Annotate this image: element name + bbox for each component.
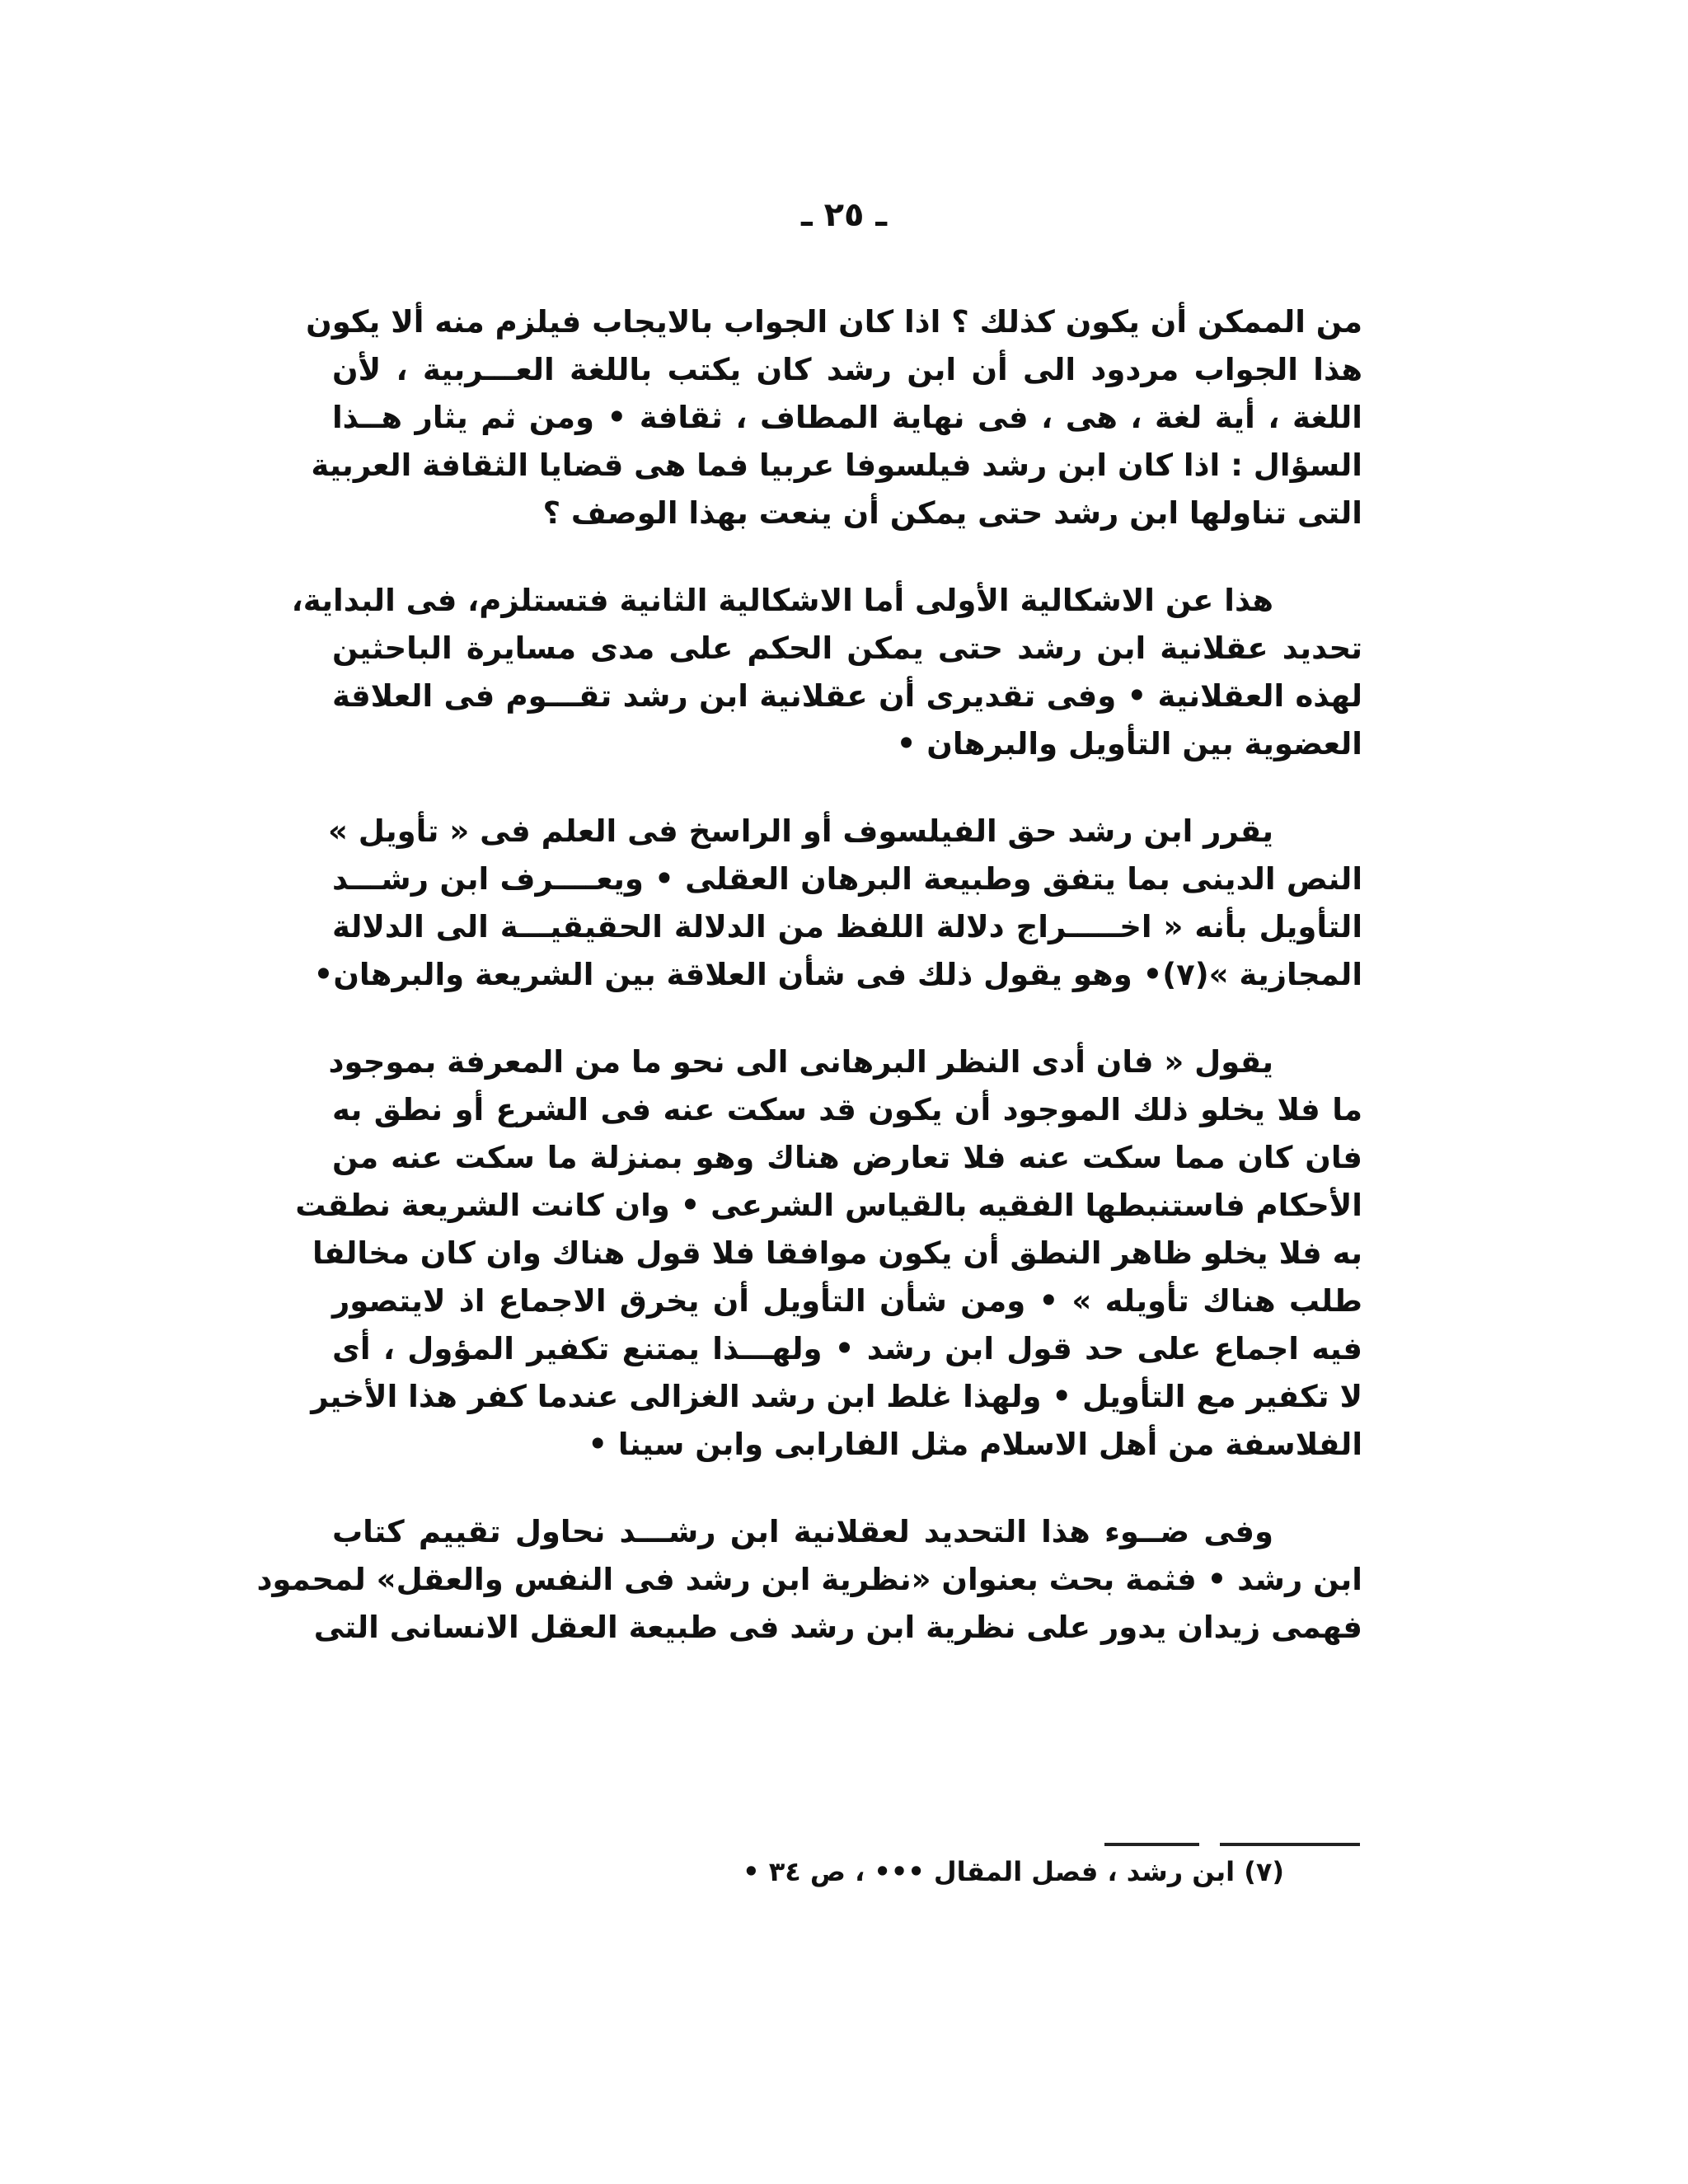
paragraph-5 (256, 1508, 1362, 1652)
text-line: من الممكن أن يكون كذلك ؟ اذا كان الجواب بالايجاب فيلزم منه ألا يكون (306, 304, 1362, 340)
text-line: لهذه العقلانية • وفى تقديرى أن عقلانية ابن رشد تقـــوم فى العلاقة (332, 678, 1362, 714)
paragraph-3 (313, 808, 1362, 999)
text-line: التأويل بأنه « اخـــــراج دلالة اللفظ من الدلالة الحقيقيـــة الى الدلالة (332, 909, 1362, 944)
footnote-divider (1104, 1843, 1199, 1846)
text-line: ما فلا يخلو ذلك الموجود أن يكون قد سكت عنه فى الشرع أو نطق به (332, 1092, 1362, 1127)
text-line: لا تكفير مع التأويل • ولهذا غلط ابن رشد الغزالى عندما كفر هذا الأخير (311, 1379, 1362, 1414)
paragraph-2 (291, 577, 1362, 768)
text-line: يقرر ابن رشد حق الفيلسوف أو الراسخ فى العلم فى « تأويل » (327, 813, 1273, 849)
text-line: وفى ضــوء هذا التحديد لعقلانية ابن رشـــد نحاول تقييم كتاب (332, 1514, 1273, 1549)
text-line: النص الدينى بما يتفق وطبيعة البرهان العقلى • ويعــــرف ابن رشـــد (332, 861, 1362, 897)
text-line: هذا عن الاشكالية الأولى أما الاشكالية الثانية فتستلزم، فى البداية، (291, 583, 1273, 618)
text-line: به فلا يخلو ظاهر النطق أن يكون موافقا فلا قول هناك وان كان مخالفا (312, 1235, 1362, 1271)
text-line: الأحكام فاستنبطها الفقيه بالقياس الشرعى • وان كانت الشريعة نطقت (295, 1188, 1362, 1223)
footnote: (٧) ابن رشد ، فصل المقال ••• ، ص ٣٤ • (743, 1856, 1284, 1887)
paragraph-1 (306, 298, 1362, 537)
text-line: اللغة ، أية لغة ، هى ، فى نهاية المطاف ، ثقافة • ومن ثم يثار هــذا (332, 400, 1362, 435)
body-text (256, 298, 1362, 1691)
text-line: فان كان مما سكت عنه فلا تعارض هناك وهو بمنزلة ما سكت عنه من (332, 1140, 1362, 1175)
text-line: تحديد عقلانية ابن رشد حتى يمكن الحكم على مدى مسايرة الباحثين (332, 630, 1362, 666)
text-line: العضوية بين التأويل والبرهان • (896, 726, 1362, 762)
page-number: ـ ٢٥ ـ (800, 196, 888, 234)
text-line: التى تناولها ابن رشد حتى يمكن أن ينعت بهذا الوصف ؟ (542, 495, 1362, 531)
text-line: يقول « فان أدى النظر البرهانى الى نحو ما من المعرفة بموجود (328, 1044, 1273, 1080)
text-line: ابن رشد • فثمة بحث بعنوان «نظرية ابن رشد فى النفس والعقل» لمحمود (256, 1562, 1362, 1597)
text-line: فيه اجماع على حد قول ابن رشد • ولهـــذا يمتنع تكفير المؤول ، أى (332, 1331, 1362, 1366)
text-line: هذا الجواب مردود الى أن ابن رشد كان يكتب باللغة العـــربية ، لأن (332, 352, 1362, 387)
text-line: فهمى زيدان يدور على نظرية ابن رشد فى طبيعة العقل الانسانى التى (313, 1610, 1362, 1645)
text-line: الفلاسفة من أهل الاسلام مثل الفارابى وابن سينا • (588, 1427, 1362, 1462)
paragraph-4 (295, 1038, 1362, 1469)
text-line: السؤال : اذا كان ابن رشد فيلسوفا عربيا فما هى قضايا الثقافة العربية (311, 448, 1362, 483)
footnote-divider (1220, 1843, 1360, 1846)
text-line: المجازية »(٧)• وهو يقول ذلك فى شأن العلاقة بين الشريعة والبرهان• (313, 957, 1362, 992)
text-line: طلب هناك تأويله » • ومن شأن التأويل أن يخرق الاجماع اذ لايتصور (332, 1283, 1362, 1319)
